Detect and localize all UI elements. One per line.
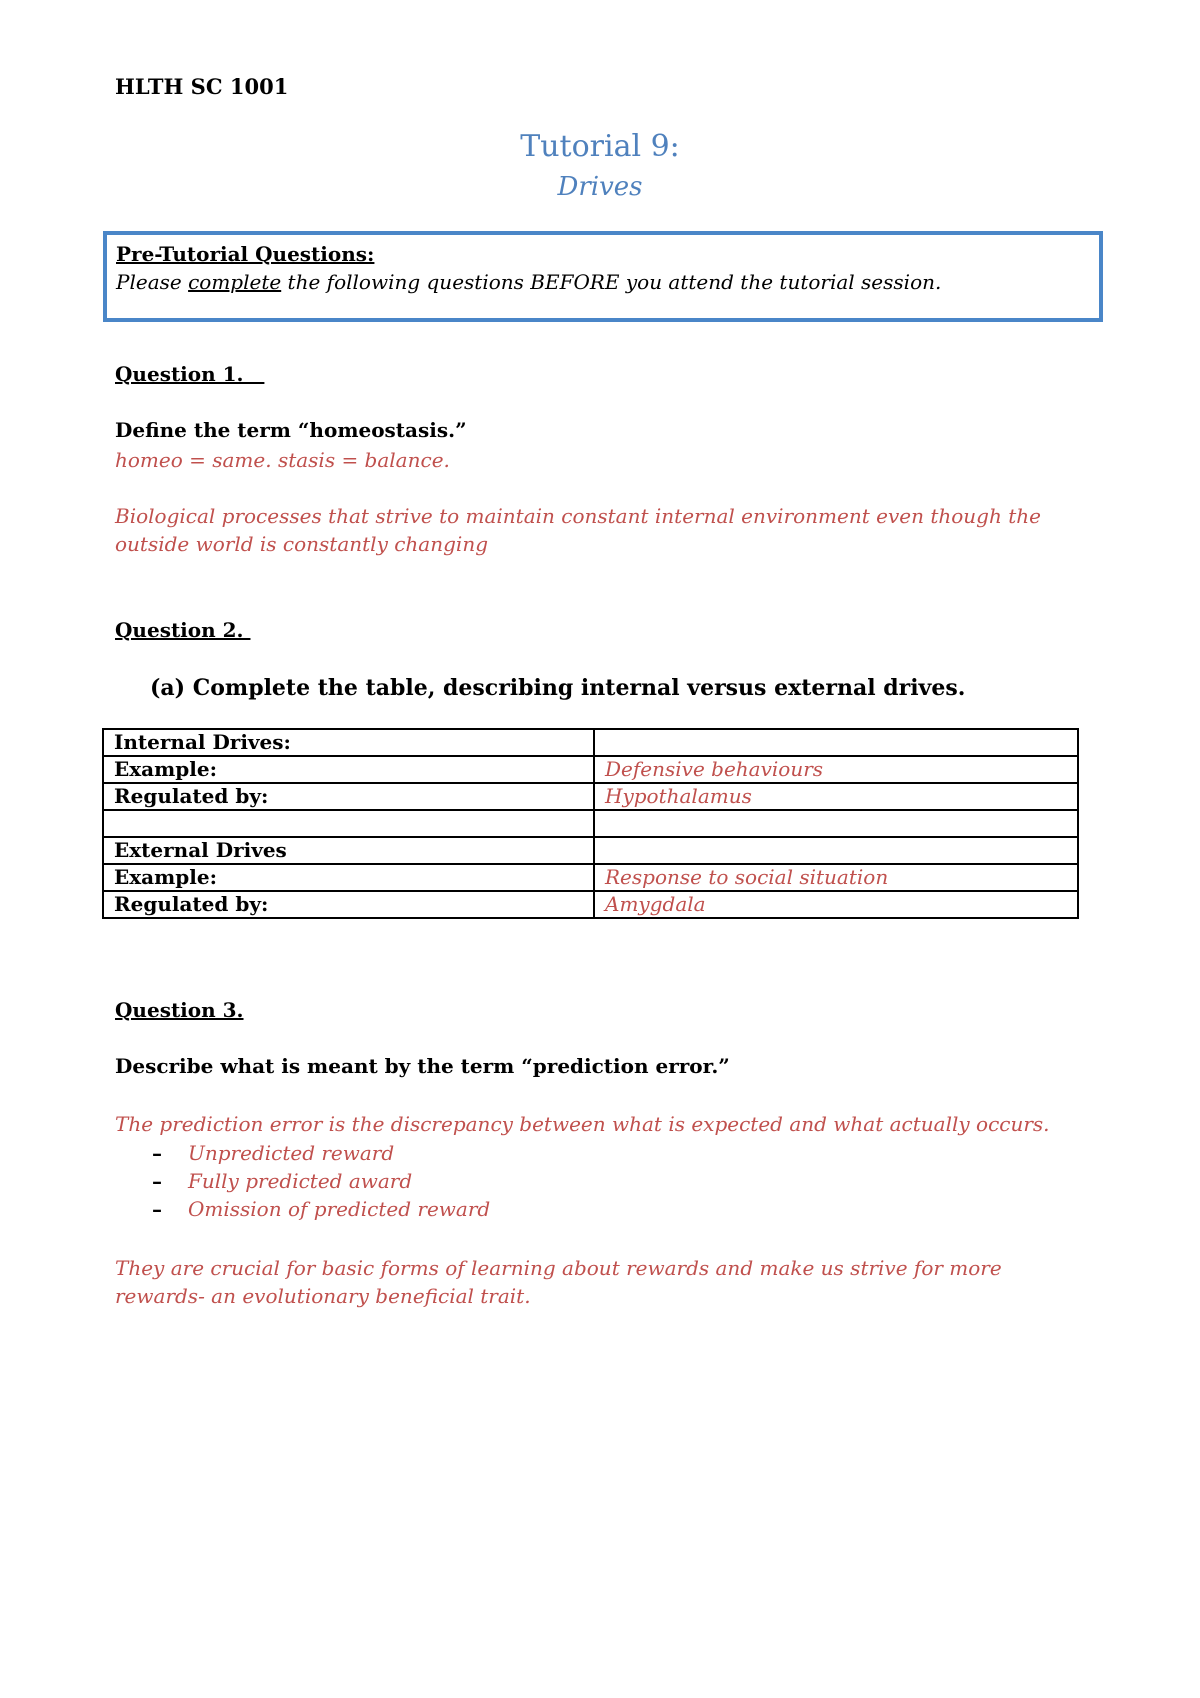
drives-table [102, 728, 1079, 919]
instruction-text-end: the following questions BEFORE you attend the tutorial session. [281, 270, 942, 294]
list-dash-marker: – [152, 1141, 162, 1165]
question-1-answer-definition: Biological processes that strive to maintain constant internal environment even though the outside world is constantly changing [115, 504, 1041, 556]
table-row [103, 729, 1078, 756]
table-cell-value [594, 729, 1078, 756]
course-code: HLTH SC 1001 [115, 74, 289, 99]
table-cell-value [594, 837, 1078, 864]
question-3-answer-intro: The prediction error is the discrepancy between what is expected and what actually occurs. [115, 1112, 1050, 1136]
pre-tutorial-heading: Pre-Tutorial Questions: [116, 242, 375, 266]
table-row [103, 864, 1078, 891]
list-item [152, 1139, 490, 1167]
table-row [103, 837, 1078, 864]
page-subtitle: Drives [557, 172, 643, 202]
table-row [103, 891, 1078, 918]
table-cell-value: Defensive behaviours [594, 756, 1078, 783]
list-item-text: Fully predicted award [188, 1169, 413, 1193]
question-3-prompt: Describe what is meant by the term “prediction error.” [115, 1054, 730, 1078]
table-cell-label: Internal Drives: [103, 729, 594, 756]
table-cell-label: Example: [103, 864, 594, 891]
table-cell-label: Regulated by: [103, 783, 594, 810]
question-3-answer-conclusion: They are crucial for basic forms of learning about rewards and make us strive for more rewards- an evolutionary beneficial trait. [115, 1256, 1002, 1308]
table-cell-value: Response to social situation [594, 864, 1078, 891]
page-title: Tutorial 9: [520, 129, 680, 164]
table-cell-label [103, 810, 594, 837]
question-2a-prompt: (a) Complete the table, describing internal versus external drives. [150, 675, 966, 701]
table-cell-label: Example: [103, 756, 594, 783]
table-cell-label: External Drives [103, 837, 594, 864]
list-dash-marker: – [152, 1197, 162, 1221]
question-1-heading: Question 1. [115, 362, 265, 386]
list-item [152, 1195, 490, 1223]
question-3-heading: Question 3. [115, 998, 244, 1022]
prediction-error-list [152, 1139, 490, 1223]
question-2-heading: Question 2. [115, 618, 251, 642]
question-1-answer-etymology: homeo = same. stasis = balance. [115, 448, 450, 472]
table-cell-value: Hypothalamus [594, 783, 1078, 810]
list-dash-marker: – [152, 1169, 162, 1193]
question-1-prompt: Define the term “homeostasis.” [115, 418, 467, 442]
list-item [152, 1167, 490, 1195]
pre-tutorial-instructions [116, 270, 941, 294]
table-row [103, 783, 1078, 810]
table-cell-value [594, 810, 1078, 837]
table-row [103, 756, 1078, 783]
list-item-text: Unpredicted reward [188, 1141, 395, 1165]
table-row [103, 810, 1078, 837]
table-cell-label: Regulated by: [103, 891, 594, 918]
instruction-emphasis: complete [188, 270, 282, 294]
table-cell-value: Amygdala [594, 891, 1078, 918]
list-item-text: Omission of predicted reward [188, 1197, 491, 1221]
instruction-text-start: Please [116, 270, 189, 294]
